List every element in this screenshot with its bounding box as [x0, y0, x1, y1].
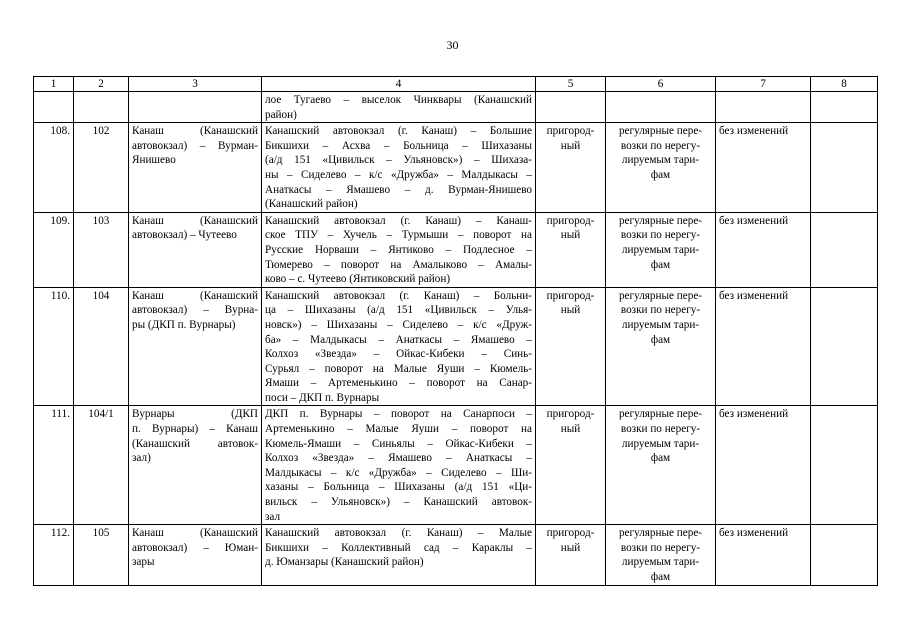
transport-kind-line: регулярные пере- — [618, 125, 703, 138]
transport-kind-line: регулярные пере- — [618, 289, 703, 302]
header-cell-6: 6 — [606, 77, 716, 92]
route-name — [129, 287, 262, 406]
route-code: 104/1 — [74, 406, 129, 525]
route-name — [129, 212, 262, 287]
header-cell-4: 4 — [262, 77, 536, 92]
route-name — [129, 123, 262, 213]
transport-kind — [606, 92, 716, 123]
route-path-line: Артеменькино – Малые Яуши – поворот на — [265, 423, 532, 436]
route-type-line: пригород- — [546, 289, 595, 302]
route-type-line: пригород- — [546, 527, 595, 540]
route-path-line: ское ТПУ – Хучель – Турмыши – поворот на — [265, 229, 532, 242]
route-type — [536, 92, 606, 123]
table-row — [34, 92, 878, 123]
transport-kind-line: лируемым тари- — [621, 154, 700, 167]
route-code: 105 — [74, 525, 129, 585]
route-path-line: хазаны – Больница – Шихазаны (а/д 151 «Ци- — [265, 481, 532, 494]
transport-kind — [606, 525, 716, 585]
route-type — [536, 287, 606, 406]
route-path-line: ны – Сиделево – к/с «Дружба» – Малдыкасы – — [265, 168, 532, 181]
table-row — [34, 406, 878, 525]
route-type-line: пригород- — [546, 125, 595, 138]
row-number: 111. — [34, 406, 74, 525]
route-name-line: Канаш (Канашский — [132, 527, 258, 540]
route-name — [129, 92, 262, 123]
route-name-line: Янишево — [132, 154, 176, 167]
route-name-line: (Канашский автовок- — [132, 437, 258, 450]
route-name-line: Канаш (Канашский — [132, 214, 258, 227]
table-header-row — [34, 77, 878, 92]
route-path-line: район) — [265, 108, 297, 121]
route-path-line: Кюмель-Ямаши – Синьялы – Ойкас-Кибеки – — [265, 437, 532, 450]
route-status: без изменений — [716, 525, 811, 585]
route-status: без изменений — [716, 212, 811, 287]
route-status: без изменений — [716, 406, 811, 525]
route-type-line: пригород- — [546, 408, 595, 421]
header-cell-3: 3 — [129, 77, 262, 92]
route-status: без изменений — [716, 287, 811, 406]
route-extra — [811, 92, 878, 123]
row-number: 110. — [34, 287, 74, 406]
route-status: без изменений — [716, 123, 811, 213]
transport-kind — [606, 212, 716, 287]
route-type — [536, 123, 606, 213]
route-type-line: ный — [560, 304, 581, 317]
transport-kind-line: фам — [650, 258, 671, 271]
route-path — [262, 92, 536, 123]
route-path-line: вильск – Ульяновск») – Канашский автовок- — [265, 496, 532, 509]
route-path — [262, 287, 536, 406]
route-code: 103 — [74, 212, 129, 287]
route-path-line: (а/д 151 «Цивильск – Ульяновск») – Шихаза- — [265, 154, 532, 167]
table-row — [34, 525, 878, 585]
route-name-line: зал) — [132, 452, 151, 465]
route-name — [129, 525, 262, 585]
transport-kind — [606, 123, 716, 213]
transport-kind — [606, 406, 716, 525]
route-name-line: автовокзал) – Юман- — [132, 541, 258, 554]
routes-table — [33, 76, 878, 586]
route-path-line: д. Юманзары (Канашский район) — [265, 556, 424, 569]
transport-kind-line: лируемым тари- — [621, 556, 700, 569]
header-cell-5: 5 — [536, 77, 606, 92]
route-type-line: пригород- — [546, 214, 595, 227]
route-name-line: автовокзал) – Вурман- — [132, 139, 258, 152]
header-cell-8: 8 — [811, 77, 878, 92]
transport-kind-line: лируемым тари- — [621, 437, 700, 450]
route-path-line: лое Тугаево – выселок Чинквары (Канашский — [265, 94, 532, 106]
route-code: 102 — [74, 123, 129, 213]
route-path — [262, 525, 536, 585]
route-path-line: новск») – Шихазаны – Сиделево – к/с «Друж- — [265, 318, 532, 331]
route-code: 104 — [74, 287, 129, 406]
route-path-line: ково – с. Чутеево (Янтиковский район) — [265, 273, 451, 286]
route-name-line: автовокзал) – Чутеево — [132, 229, 237, 242]
route-path-line: Русские Норваши – Янтиково – Подлесное – — [265, 243, 532, 256]
page-number: 30 — [446, 38, 459, 52]
route-path-line: Колхоз «Звезда» – Ямашево – Анаткасы – — [265, 452, 532, 465]
route-path-line: зал — [265, 510, 281, 523]
header-cell-1: 1 — [34, 77, 74, 92]
route-path-line: Сурьял – поворот на Малые Яуши – Кюмель- — [265, 362, 532, 375]
route-type-line: ный — [560, 229, 581, 242]
route-path-line: Ямаши – Артеменькино – поворот на Санар- — [265, 377, 532, 390]
route-code — [74, 92, 129, 123]
route-name-line: ры (ДКП п. Вурнары) — [132, 318, 236, 331]
row-number — [34, 92, 74, 123]
route-path-line: Анаткасы – Ямашево – д. Вурман-Янишево — [265, 183, 532, 196]
route-path — [262, 212, 536, 287]
transport-kind-line: возки по нерегу- — [620, 229, 701, 242]
route-type — [536, 406, 606, 525]
route-name-line: Вурнары (ДКП — [132, 408, 258, 421]
route-path-line: ба» – Малдыкасы – Анаткасы – Ямашево – — [265, 333, 532, 346]
route-path-line: Канашский автовокзал (г. Канаш) – Больни- — [265, 289, 532, 302]
route-path-line: Бикшихи – Коллективный сад – Караклы – — [265, 541, 532, 554]
transport-kind-line: фам — [650, 168, 671, 181]
route-type-line: ный — [560, 541, 581, 554]
row-number: 108. — [34, 123, 74, 213]
table-row — [34, 123, 878, 213]
route-extra — [811, 287, 878, 406]
transport-kind-line: фам — [650, 452, 671, 465]
table-row — [34, 287, 878, 406]
table-row — [34, 212, 878, 287]
route-name-line: Канаш (Канашский — [132, 125, 258, 138]
route-name-line: зары — [132, 556, 155, 569]
route-path-line: Канашский автовокзал (г. Канаш) – Малые — [265, 527, 532, 540]
transport-kind-line: возки по нерегу- — [620, 541, 701, 554]
route-name-line: автовокзал) – Вурна- — [132, 304, 258, 317]
route-path-line: Малдыкасы – к/с «Дружба» – Сиделево – Ши- — [265, 466, 532, 479]
route-type — [536, 525, 606, 585]
transport-kind — [606, 287, 716, 406]
route-type-line: ный — [560, 139, 581, 152]
route-status — [716, 92, 811, 123]
route-path-line: ца – Шихазаны (а/д 151 «Цивильск – Улья- — [265, 304, 532, 317]
transport-kind-line: регулярные пере- — [618, 408, 703, 421]
transport-kind-line: фам — [650, 571, 671, 583]
route-path — [262, 123, 536, 213]
route-extra — [811, 123, 878, 213]
route-path-line: Канашский автовокзал (г. Канаш) – Большие — [265, 125, 532, 138]
row-number: 109. — [34, 212, 74, 287]
route-path-line: Бикшихи – Асхва – Больница – Шихазаны — [265, 139, 532, 152]
transport-kind-line: возки по нерегу- — [620, 139, 701, 152]
transport-kind-line: фам — [650, 333, 671, 346]
route-path-line: поси – ДКП п. Вурнары — [265, 391, 380, 404]
header-cell-2: 2 — [74, 77, 129, 92]
route-type — [536, 212, 606, 287]
route-name — [129, 406, 262, 525]
row-number: 112. — [34, 525, 74, 585]
route-extra — [811, 525, 878, 585]
transport-kind-line: возки по нерегу- — [620, 423, 701, 436]
route-path-line: Тюмерево – поворот на Амалыково – Амалы- — [265, 258, 532, 271]
route-path-line: Канашский автовокзал (г. Канаш) – Канаш- — [265, 214, 532, 227]
route-extra — [811, 212, 878, 287]
route-path-line: (Канашский район) — [265, 198, 358, 211]
transport-kind-line: лируемым тари- — [621, 243, 700, 256]
transport-kind-line: лируемым тари- — [621, 318, 700, 331]
transport-kind-line: возки по нерегу- — [620, 304, 701, 317]
route-path — [262, 406, 536, 525]
route-path-line: Колхоз «Звезда» – Ойкас-Кибеки – Синь- — [265, 348, 532, 361]
route-extra — [811, 406, 878, 525]
transport-kind-line: регулярные пере- — [618, 214, 703, 227]
header-cell-7: 7 — [716, 77, 811, 92]
route-name-line: Канаш (Канашский — [132, 289, 258, 302]
transport-kind-line: регулярные пере- — [618, 527, 703, 540]
route-name-line: п. Вурнары) – Канаш — [132, 423, 258, 436]
route-type-line: ный — [560, 423, 581, 436]
route-path-line: ДКП п. Вурнары – поворот на Санарпоси – — [265, 408, 532, 421]
